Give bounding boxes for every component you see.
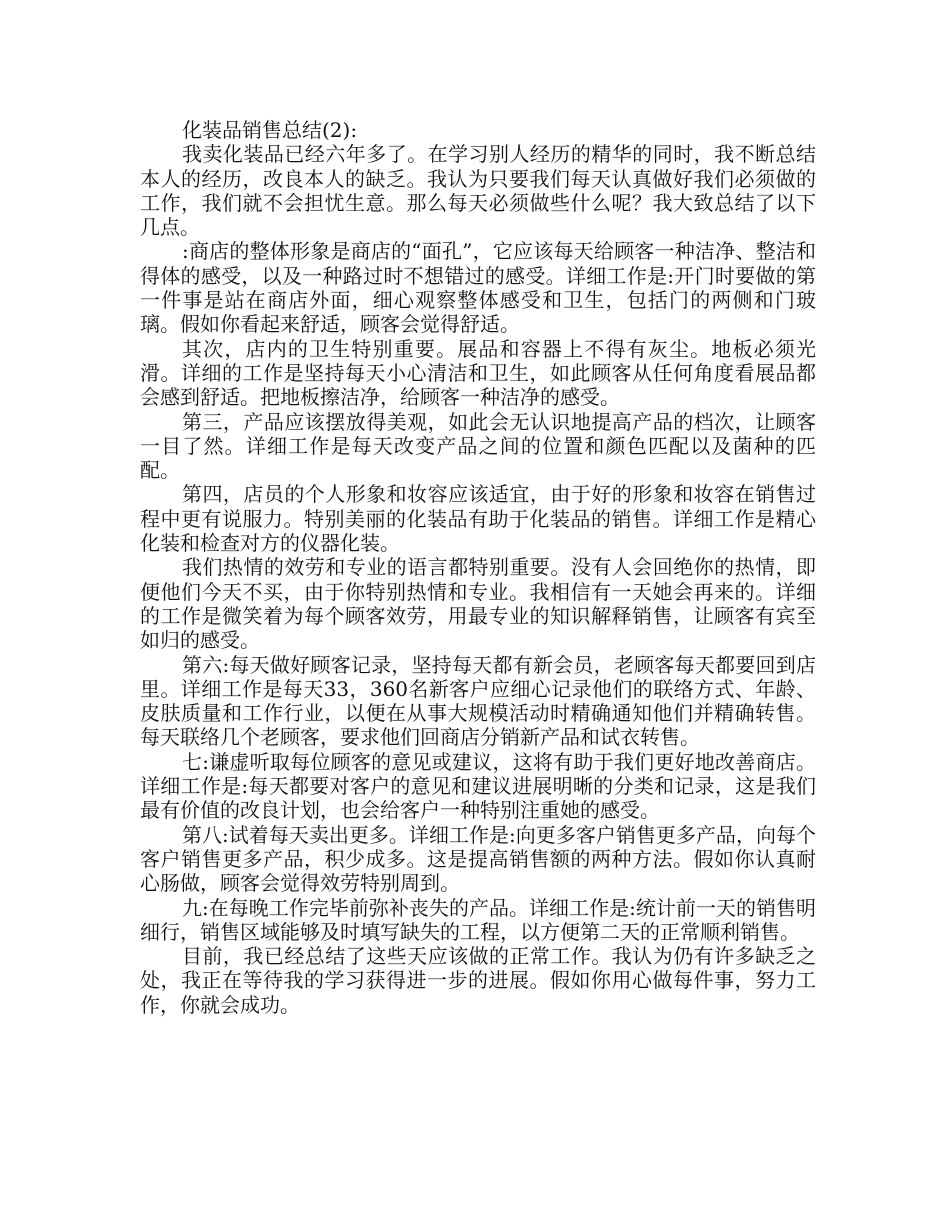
paragraph: 九:在每晚工作完毕前弥补丧失的产品。详细工作是:统计前一天的销售明细行，销售区域能够及时填写缺失的工程，以方便第二天的正常顺利销售。 bbox=[140, 895, 816, 944]
paragraph: :商店的整体形象是商店的“面孔”，它应该每天给顾客一种洁净、整洁和得体的感受，以及一种路过时不想错过的感受。详细工作是:开门时要做的第一件事是站在商店外面，细心观察整体感受和卫生，包括门的两侧和门玻璃。假如你看起来舒适，顾客会觉得舒适。 bbox=[140, 239, 816, 337]
document-title: 化装品销售总结(2): bbox=[182, 118, 358, 142]
paragraph: 第八:试着每天卖出更多。详细工作是:向更多客户销售更多产品，向每个客户销售更多产品，积少成多。这是提高销售额的两种方法。假如你认真耐心肠做，顾客会觉得效劳特别周到。 bbox=[140, 822, 816, 896]
paragraph: 第六:每天做好顾客记录，坚持每天都有新会员，老顾客每天都要回到店里。详细工作是每天33，360名新客户应细心记录他们的联络方式、年龄、皮肤质量和工作行业，以便在从事大规模活动时精确通知他们并精确转售。每天联络几个老顾客，要求他们回商店分销新产品和试衣转售。 bbox=[140, 652, 816, 750]
paragraph: 七:谦虚听取每位顾客的意见或建议，这将有助于我们更好地改善商店。详细工作是:每天都要对客户的意见和建议进展明晰的分类和记录，这是我们最有价值的改良计划，也会给客户一种特别注重她的感受。 bbox=[140, 749, 816, 823]
paragraph: 第四，店员的个人形象和妆容应该适宜，由于好的形象和妆容在销售过程中更有说服力。特别美丽的化装品有助于化装品的销售。详细工作是精心化装和检查对方的仪器化装。 bbox=[140, 482, 816, 556]
paragraph: 目前，我已经总结了这些天应该做的正常工作。我认为仍有许多缺乏之处，我正在等待我的学习获得进一步的进展。假如你用心做每件事，努力工作，你就会成功。 bbox=[140, 944, 816, 1017]
paragraph: 其次，店内的卫生特别重要。展品和容器上不得有灰尘。地板必须光滑。详细的工作是坚持每天小心清洁和卫生，如此顾客从任何角度看展品都会感到舒适。把地板擦洁净，给顾客一种洁净的感受。 bbox=[140, 336, 816, 410]
paragraph: 我们热情的效劳和专业的语言都特别重要。没有人会回绝你的热情，即便他们今天不买，由于你特别热情和专业。我相信有一天她会再来的。详细的工作是微笑着为每个顾客效劳，用最专业的知识解释销售，让顾客有宾至如归的感受。 bbox=[140, 555, 816, 653]
paragraph: 我卖化装品已经六年多了。在学习别人经历的精华的同时，我不断总结本人的经历，改良本人的缺乏。我认为只要我们每天认真做好我们必须做的工作，我们就不会担忧生意。那么每天必须做些什么呢？我大致总结了以下几点。 bbox=[140, 142, 816, 240]
paragraph: 第三，产品应该摆放得美观，如此会无认识地提高产品的档次，让顾客一目了然。详细工作是每天改变产品之间的位置和颜色匹配以及菌种的匹配。 bbox=[140, 409, 816, 483]
document-body bbox=[140, 118, 816, 1017]
